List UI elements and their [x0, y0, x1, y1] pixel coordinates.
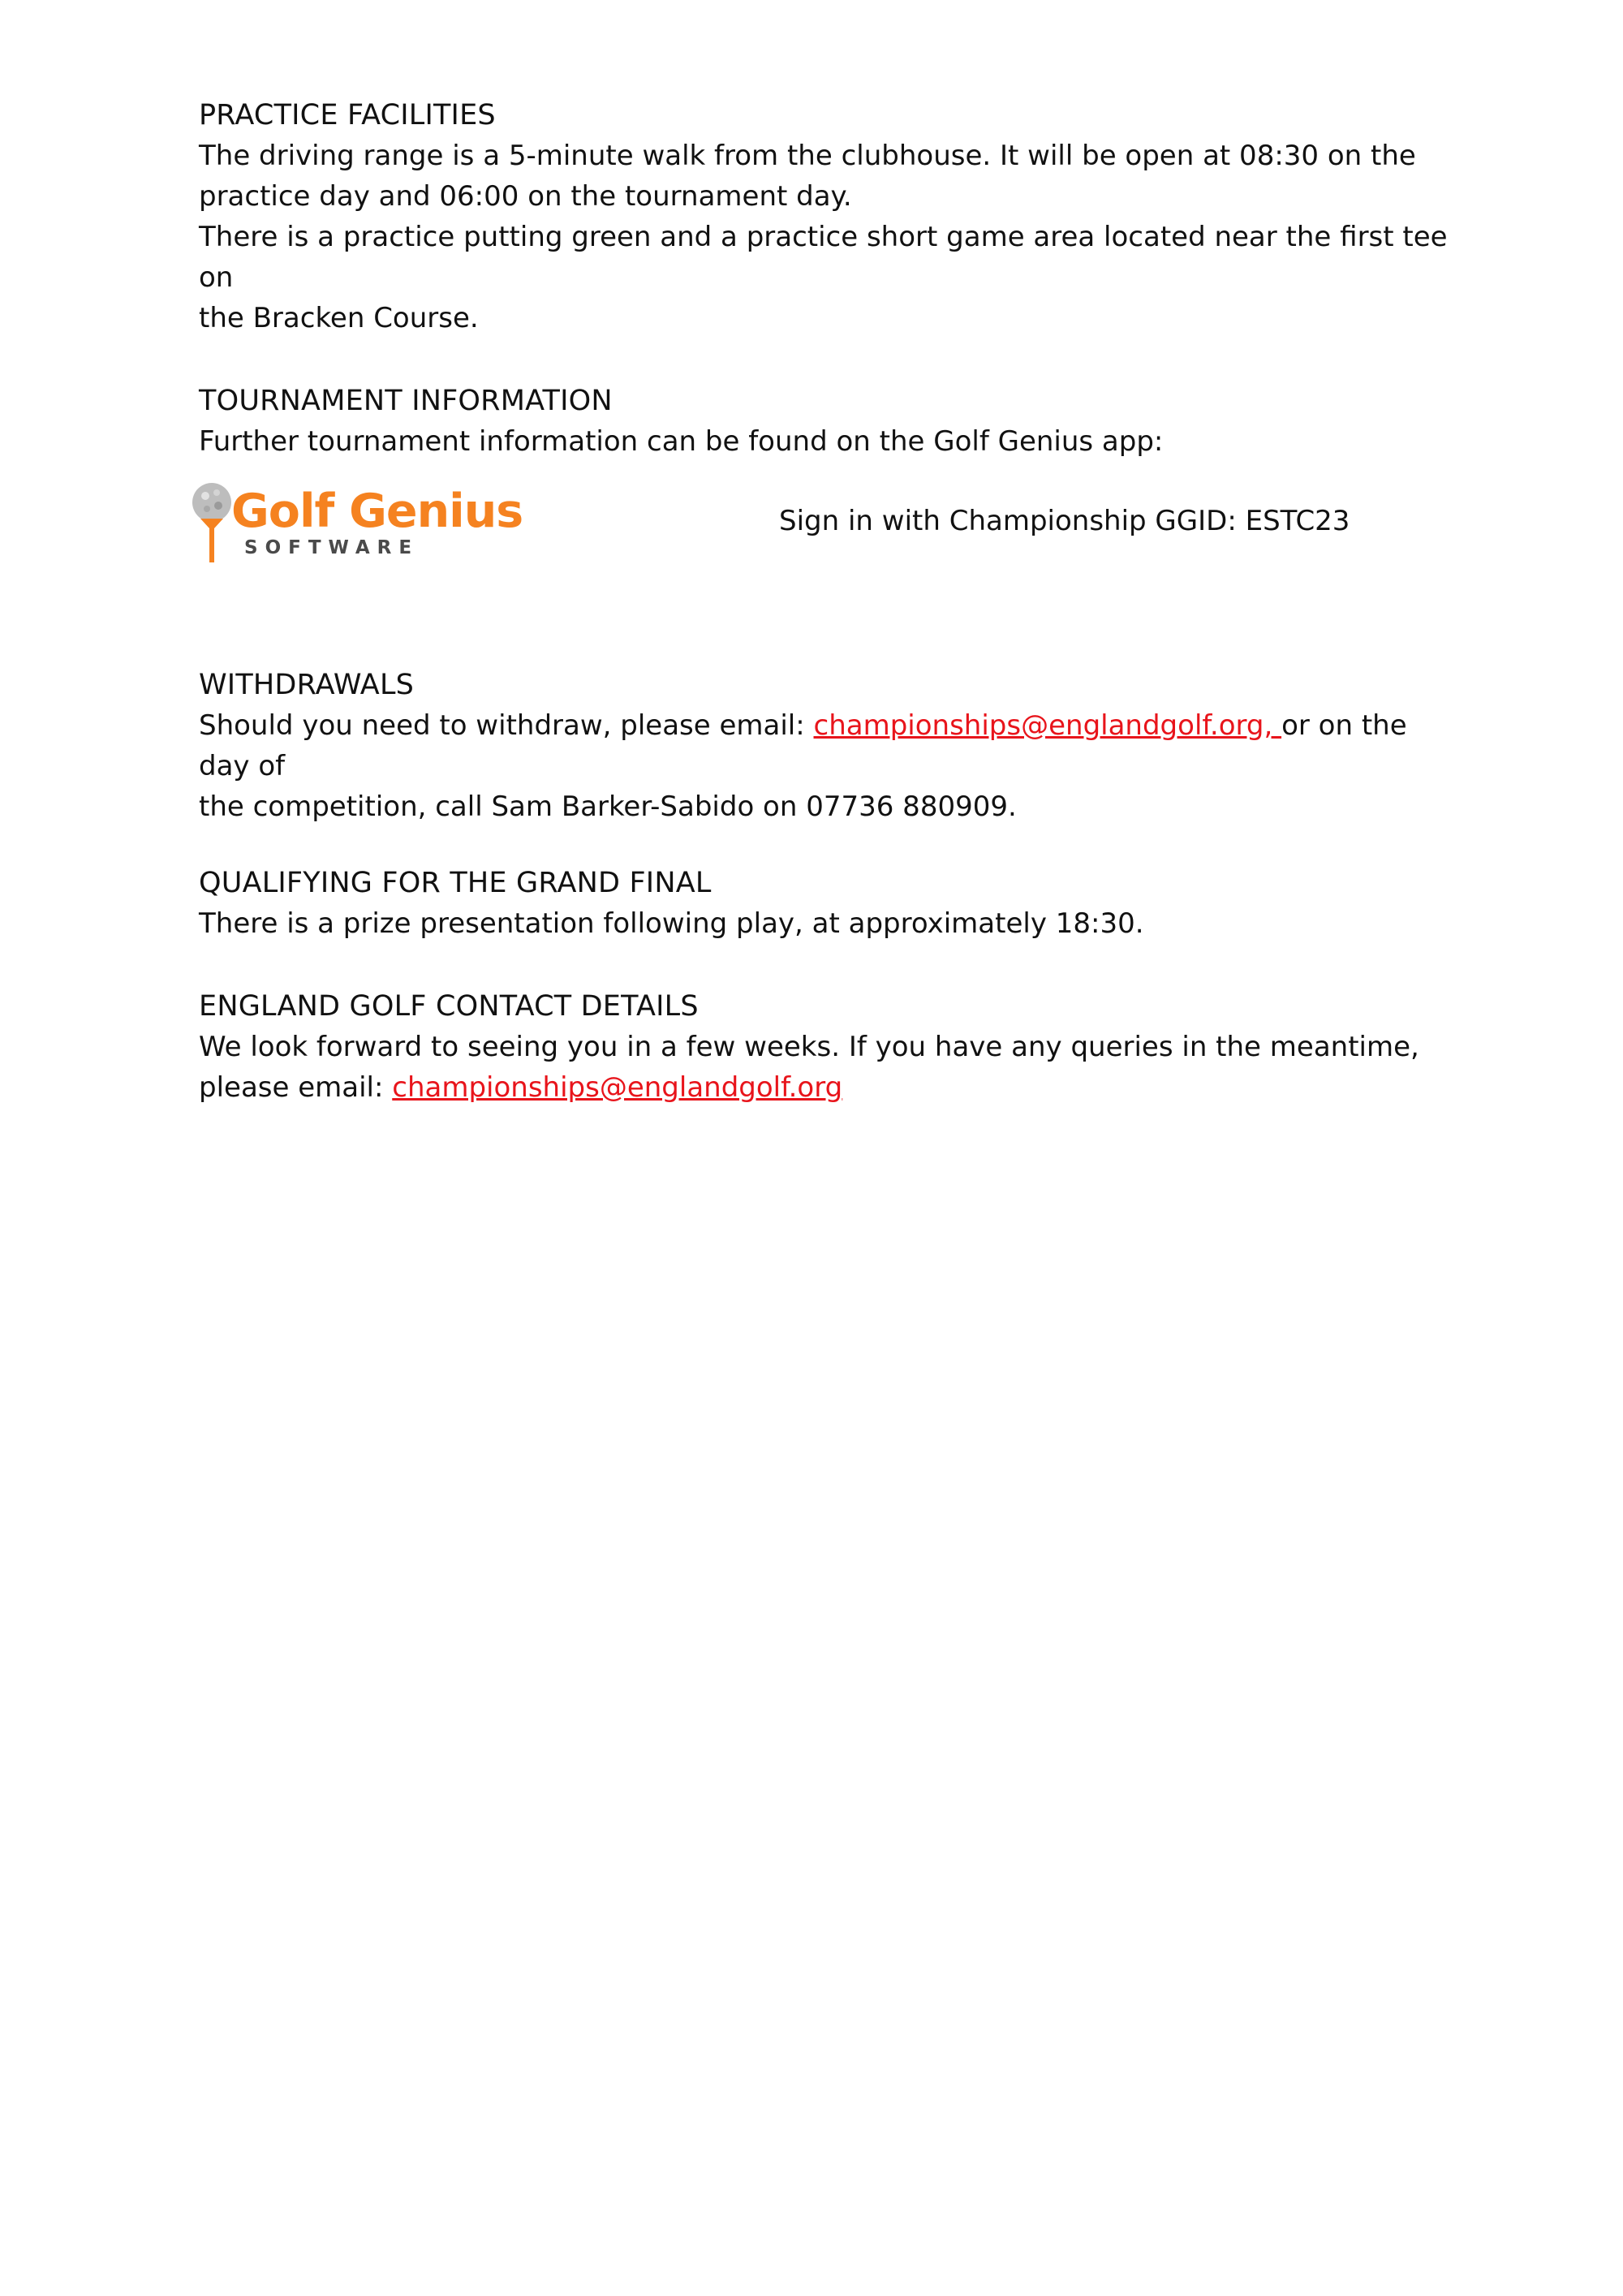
- practice-facilities-heading: PRACTICE FACILITIES: [199, 99, 496, 131]
- practice-facilities-section: [199, 95, 1449, 338]
- tournament-information-heading: TOURNAMENT INFORMATION: [199, 385, 613, 417]
- document-content: [199, 95, 1449, 1108]
- tournament-information-section: [199, 381, 1449, 569]
- withdrawals-heading: WITHDRAWALS: [199, 669, 415, 701]
- withdrawals-text-post: or on the day of: [199, 709, 1407, 782]
- contact-heading: ENGLAND GOLF CONTACT DETAILS: [199, 990, 699, 1023]
- withdrawals-section: [199, 665, 1449, 827]
- tournament-line-1: Further tournament information can be found on the Golf Genius app:: [199, 425, 1164, 458]
- qualifying-line-1: There is a prize presentation following play, at approximately 18:30.: [199, 907, 1144, 940]
- golf-ball-tee-icon: [189, 480, 235, 569]
- practice-line-4: the Bracken Course.: [199, 302, 479, 334]
- logo-subtitle: SOFTWARE: [244, 537, 420, 558]
- practice-line-2: practice day and 06:00 on the tournament day.: [199, 180, 852, 213]
- section-gap: [199, 338, 1449, 381]
- golf-genius-logo: [189, 480, 546, 569]
- section-gap: [199, 827, 1449, 863]
- contact-text-pre: please email:: [199, 1071, 393, 1104]
- withdrawals-email-link[interactable]: championships@englandgolf.org,: [813, 709, 1282, 742]
- contact-section: [199, 986, 1449, 1108]
- golf-genius-row: [199, 480, 1449, 569]
- logo-wordmark: Golf Genius: [231, 485, 523, 538]
- practice-line-3: There is a practice putting green and a practice short game area located near the first tee on: [199, 221, 1448, 294]
- withdrawals-line-1: [199, 705, 1449, 786]
- qualifying-heading: QUALIFYING FOR THE GRAND FINAL: [199, 867, 712, 899]
- contact-line-2: [199, 1067, 1449, 1108]
- section-gap: [199, 569, 1449, 665]
- contact-email-link[interactable]: championships@englandgolf.org: [392, 1071, 843, 1104]
- contact-line-1: We look forward to seeing you in a few weeks. If you have any queries in the meantime,: [199, 1031, 1419, 1063]
- qualifying-section: [199, 863, 1449, 944]
- championship-ggid-text: Sign in with Championship GGID: ESTC23: [779, 505, 1350, 537]
- withdrawals-line-2: the competition, call Sam Barker-Sabido on 07736 880909.: [199, 790, 1017, 823]
- section-gap: [199, 944, 1449, 986]
- practice-line-1: The driving range is a 5-minute walk from the clubhouse. It will be open at 08:30 on the: [199, 140, 1416, 172]
- withdrawals-text-pre: Should you need to withdraw, please email:: [199, 709, 814, 742]
